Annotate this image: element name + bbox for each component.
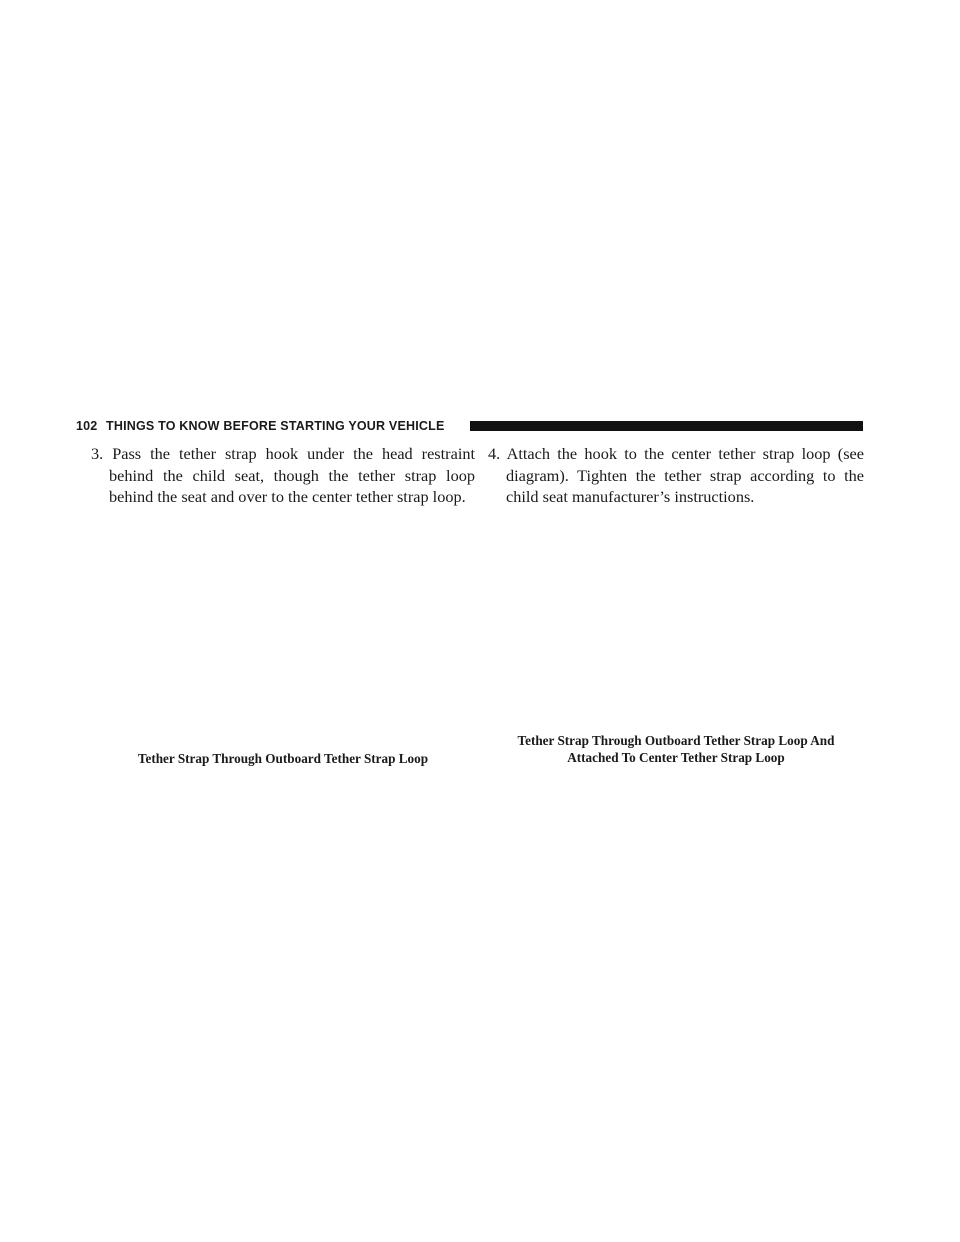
- caption-text: Tether Strap Through Outboard Tether Strap Loop: [137, 751, 429, 766]
- figure-outboard-loop: [91, 518, 475, 724]
- page-number: 102: [76, 419, 98, 433]
- step-4: [488, 443, 864, 508]
- left-column: [91, 443, 475, 508]
- step-number: 4.: [488, 444, 501, 463]
- caption-line-2: Attached To Center Tether Strap Loop: [567, 750, 785, 765]
- step-text: Attach the hook to the center tether strap loop (see diagram). Tighten the tether strap according to the child seat manufacturer’s instructions.: [506, 444, 865, 506]
- header-rule: [470, 421, 863, 431]
- step-3: [91, 443, 475, 508]
- section-title: THINGS TO KNOW BEFORE STARTING YOUR VEHICLE: [106, 419, 445, 433]
- page-header: [76, 418, 863, 434]
- figure-center-loop: [488, 518, 864, 724]
- step-number: 3.: [91, 444, 104, 463]
- figure-caption-right: [488, 732, 864, 766]
- figure-caption-left: [91, 750, 475, 767]
- caption-line-1: Tether Strap Through Outboard Tether Strap Loop And: [517, 733, 835, 748]
- right-column: [488, 443, 864, 508]
- step-text: Pass the tether strap hook under the head restraint behind the child seat, though the tether strap loop behind the seat and over to the center tether strap loop.: [109, 444, 476, 506]
